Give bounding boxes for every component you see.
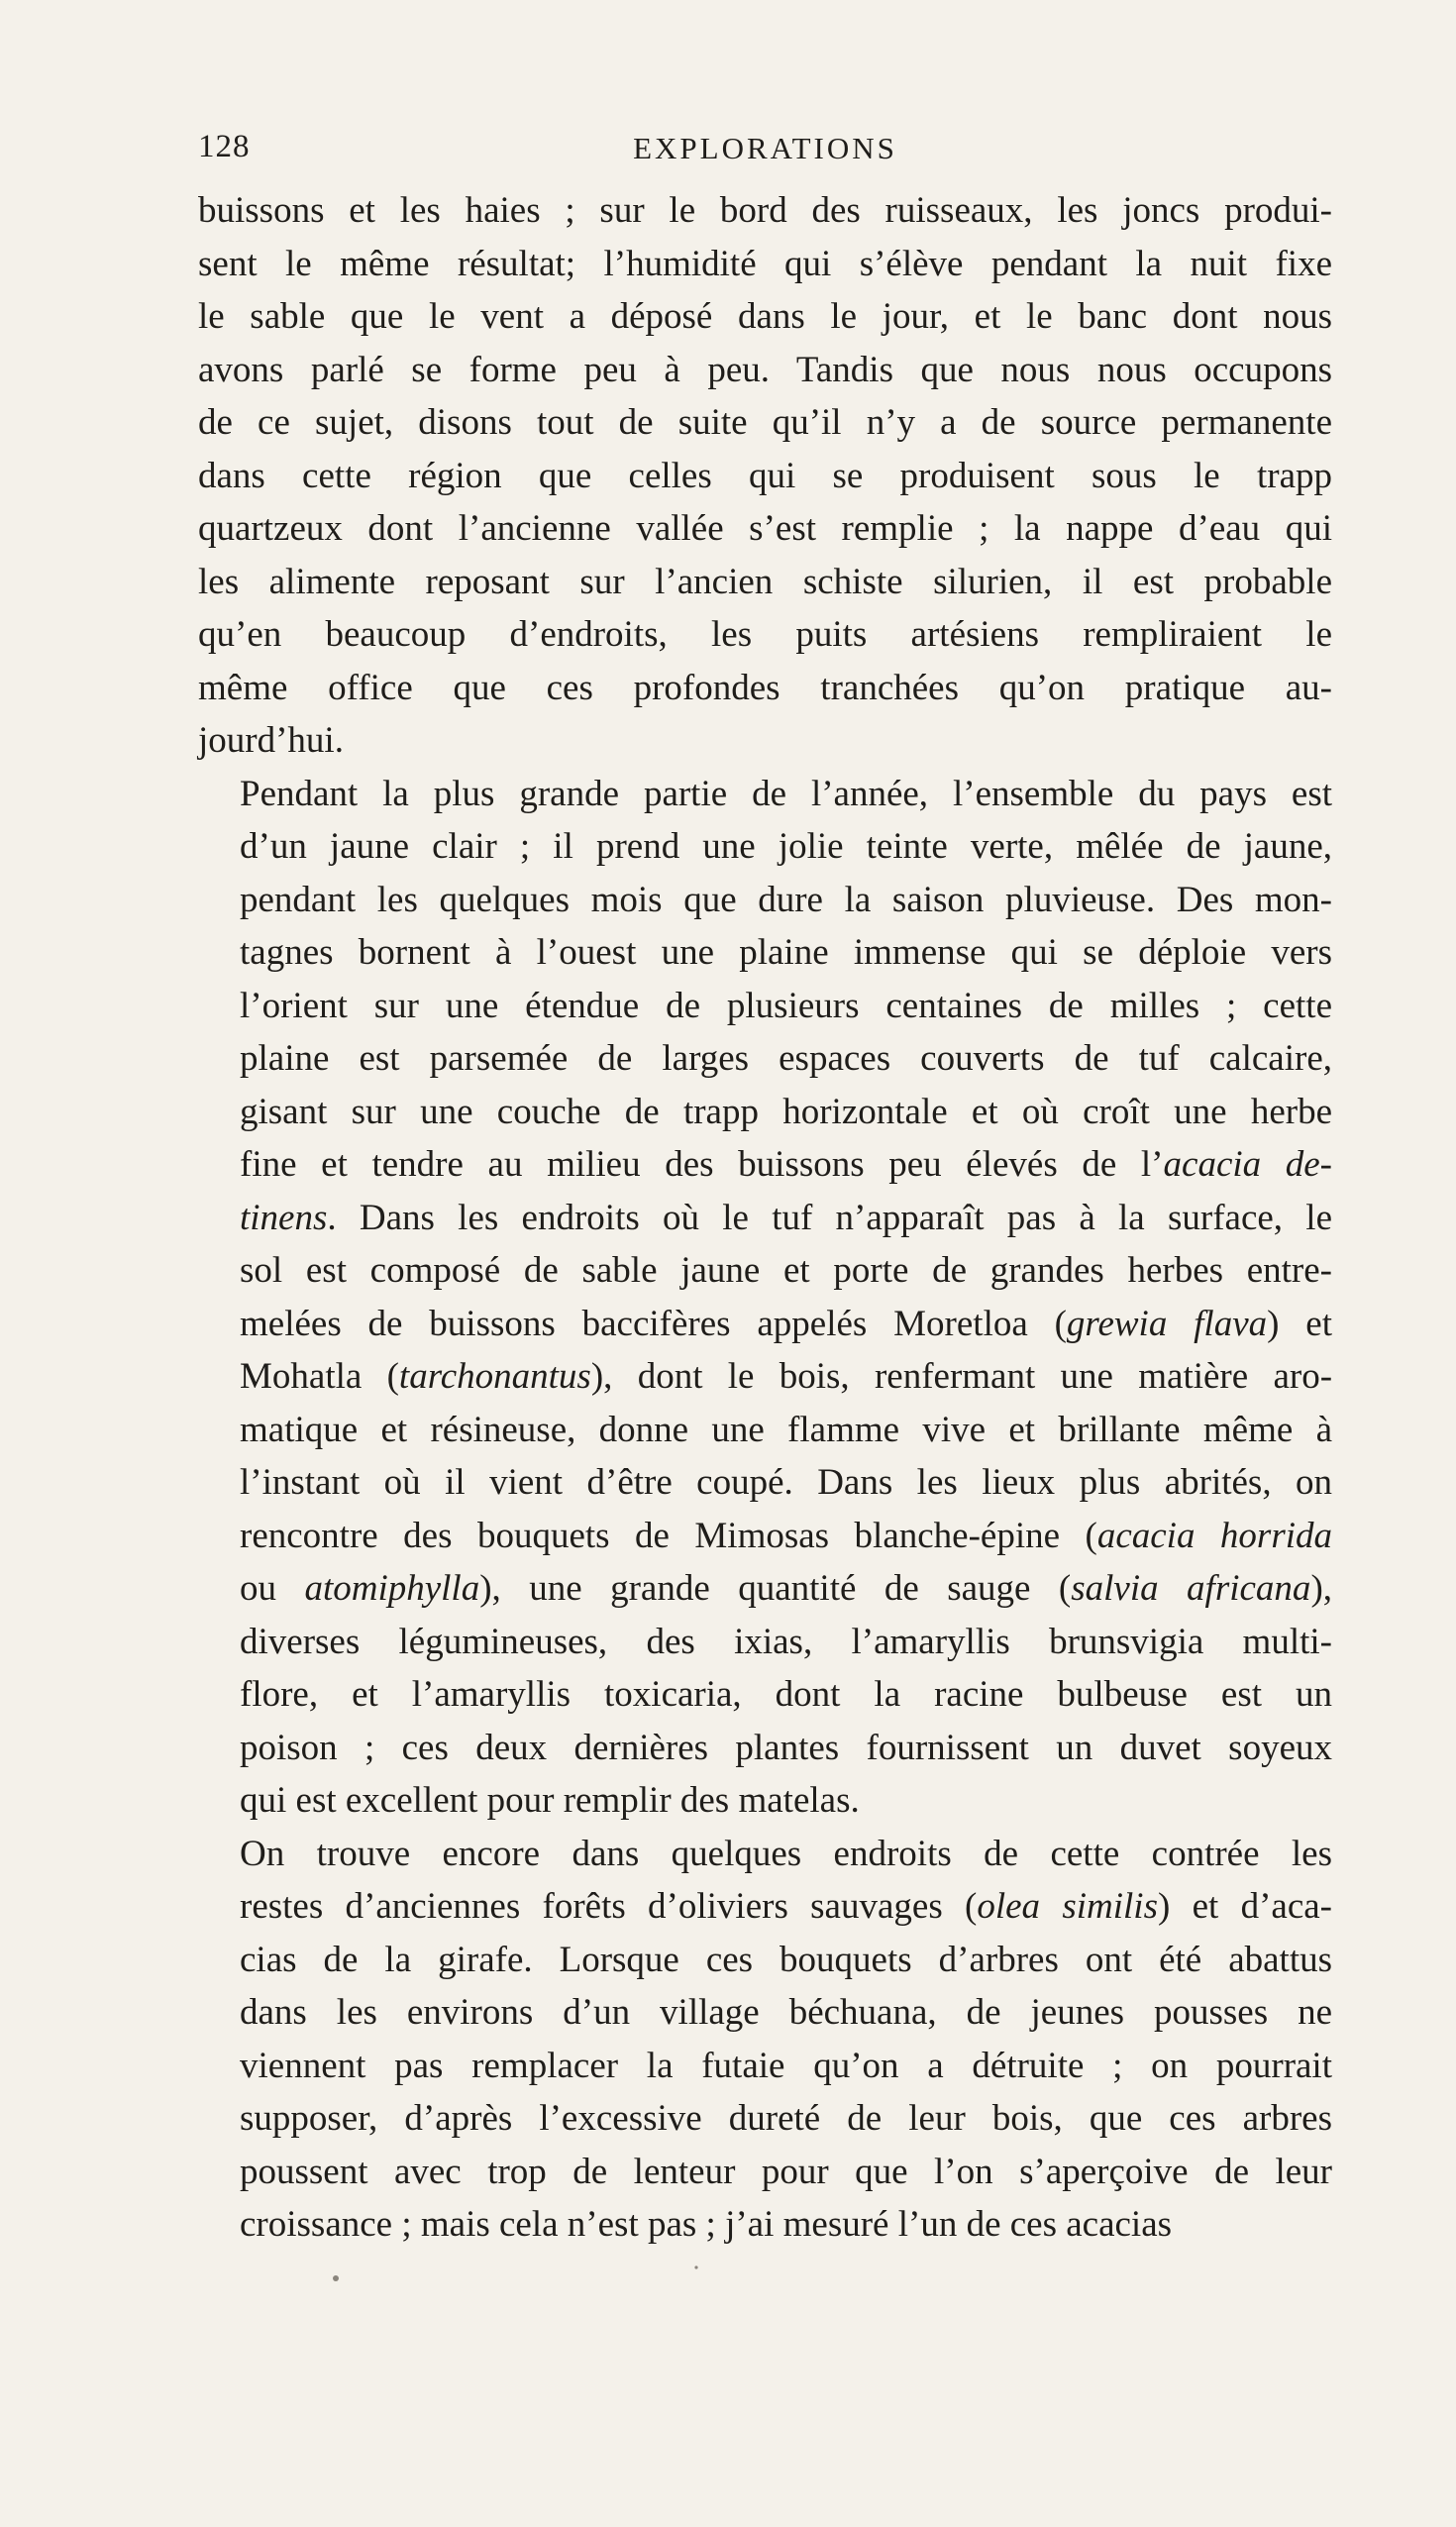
italic-term: salvia africana bbox=[1071, 1568, 1311, 1609]
italic-term: grewia flava bbox=[1066, 1303, 1268, 1344]
text-line bbox=[198, 1298, 1332, 1351]
text-line bbox=[198, 1880, 1332, 1934]
text-line bbox=[198, 1828, 1332, 1881]
line-text: avons parlé se forme peu à peu. Tandis que nous nous occupons bbox=[198, 349, 1332, 390]
text-line bbox=[198, 290, 1332, 344]
line-text: dans cette région que celles qui se produisent sous le trapp bbox=[198, 455, 1332, 496]
text-line bbox=[198, 926, 1332, 980]
italic-term: tarchonantus bbox=[398, 1356, 591, 1397]
line-text: ou bbox=[240, 1568, 305, 1609]
text-line bbox=[198, 1668, 1332, 1722]
line-text: sol est composé de sable jaune et porte de grandes herbes entre- bbox=[240, 1250, 1332, 1291]
text-line bbox=[198, 556, 1332, 609]
line-text: Pendant la plus grande partie de l’année, l’ensemble du pays est bbox=[240, 773, 1332, 814]
text-line bbox=[198, 1456, 1332, 1510]
line-text: viennent pas remplacer la futaie qu’on a détruite ; on pourrait bbox=[240, 2045, 1332, 2086]
text-line bbox=[198, 714, 1332, 768]
line-text: fine et tendre au milieu des buissons peu élevés de l’ bbox=[240, 1144, 1164, 1185]
text-line bbox=[198, 1086, 1332, 1139]
line-text: même office que ces profondes tranchées qu’on pratique au- bbox=[198, 667, 1332, 708]
text-line bbox=[198, 184, 1332, 238]
line-text: l’instant où il vient d’être coupé. Dans les lieux plus abrités, on bbox=[240, 1462, 1332, 1503]
body-text bbox=[198, 184, 1332, 2252]
text-line bbox=[198, 450, 1332, 503]
text-line bbox=[198, 1032, 1332, 1086]
line-text: d’un jaune clair ; il prend une jolie teinte verte, mêlée de jaune, bbox=[240, 826, 1332, 867]
paragraph bbox=[198, 184, 1332, 768]
line-text: ), dont le bois, renfermant une matière aro- bbox=[590, 1356, 1333, 1397]
page-number: 128 bbox=[198, 129, 251, 164]
line-text: buissons et les haies ; sur le bord des ruisseaux, les joncs produi- bbox=[198, 190, 1332, 231]
text-line bbox=[198, 238, 1332, 291]
paper-speck bbox=[333, 2275, 339, 2281]
text-line bbox=[198, 980, 1332, 1033]
text-line bbox=[198, 1774, 1332, 1828]
line-text: pendant les quelques mois que dure la saison pluvieuse. Des mon- bbox=[240, 879, 1332, 920]
italic-term: acacia de- bbox=[1163, 1144, 1333, 1185]
text-line bbox=[198, 344, 1332, 397]
text-line bbox=[198, 608, 1332, 662]
line-text: supposer, d’après l’excessive dureté de leur bois, que ces arbres bbox=[240, 2098, 1332, 2139]
text-line bbox=[198, 1986, 1332, 2040]
paragraph bbox=[198, 1828, 1332, 2252]
line-text: les alimente reposant sur l’ancien schiste silurien, il est probable bbox=[198, 561, 1332, 602]
line-text: plaine est parsemée de larges espaces couverts de tuf calcaire, bbox=[240, 1038, 1332, 1079]
line-text: Mohatla ( bbox=[240, 1356, 399, 1397]
text-line bbox=[198, 820, 1332, 874]
line-text: poussent avec trop de lenteur pour que l’on s’aperçoive de leur bbox=[240, 2151, 1332, 2192]
running-head bbox=[198, 129, 1332, 172]
line-text: cias de la girafe. Lorsque ces bouquets d’arbres ont été abattus bbox=[240, 1939, 1332, 1980]
text-line bbox=[198, 768, 1332, 821]
text-line bbox=[198, 502, 1332, 556]
text-line bbox=[198, 662, 1332, 715]
line-text: l’orient sur une étendue de plusieurs centaines de milles ; cette bbox=[240, 985, 1332, 1026]
text-line bbox=[198, 1722, 1332, 1775]
italic-term: atomiphylla bbox=[304, 1568, 480, 1609]
line-text: matique et résineuse, donne une flamme vive et brillante même à bbox=[240, 1409, 1332, 1450]
text-line bbox=[198, 1192, 1332, 1245]
line-text: restes d’anciennes forêts d’oliviers sauvages ( bbox=[240, 1886, 978, 1927]
line-text: tagnes bornent à l’ouest une plaine immense qui se déploie vers bbox=[240, 932, 1332, 973]
line-text: qu’en beaucoup d’endroits, les puits artésiens rempliraient le bbox=[198, 614, 1332, 655]
text-line bbox=[198, 874, 1332, 927]
text-line bbox=[198, 1138, 1332, 1192]
line-text: le sable que le vent a déposé dans le jour, et le banc dont nous bbox=[198, 296, 1332, 337]
text-line bbox=[198, 1562, 1332, 1616]
text-line bbox=[198, 396, 1332, 450]
line-text: ) et bbox=[1267, 1303, 1332, 1344]
text-line bbox=[198, 1350, 1332, 1404]
line-text: diverses légumineuses, des ixias, l’amaryllis brunsvigia multi- bbox=[240, 1621, 1332, 1662]
italic-term: olea similis bbox=[977, 1886, 1158, 1927]
italic-term: tinens bbox=[240, 1197, 328, 1238]
line-text: croissance ; mais cela n’est pas ; j’ai mesuré l’un de ces acacias bbox=[240, 2204, 1173, 2245]
line-text: dans les environs d’un village béchuana, de jeunes pousses ne bbox=[240, 1992, 1332, 2033]
line-text: gisant sur une couche de trapp horizontale et où croît une herbe bbox=[240, 1091, 1332, 1132]
line-text: . Dans les endroits où le tuf n’apparaît pas à la surface, le bbox=[327, 1197, 1332, 1238]
line-text: On trouve encore dans quelques endroits de cette contrée les bbox=[240, 1833, 1332, 1874]
text-line bbox=[198, 2040, 1332, 2093]
text-line bbox=[198, 1404, 1332, 1457]
text-line bbox=[198, 2092, 1332, 2146]
paper-speck bbox=[694, 2265, 697, 2268]
running-title: EXPLORATIONS bbox=[633, 131, 897, 165]
line-text: jourd’hui. bbox=[198, 720, 344, 761]
line-text: rencontre des bouquets de Mimosas blanche-épine ( bbox=[240, 1515, 1097, 1556]
text-line bbox=[198, 1934, 1332, 1987]
text-line bbox=[198, 1244, 1332, 1298]
line-text: de ce sujet, disons tout de suite qu’il n’y a de source permanente bbox=[198, 402, 1332, 443]
line-text: ) et d’aca- bbox=[1157, 1886, 1333, 1927]
line-text: sent le même résultat; l’humidité qui s’élève pendant la nuit fixe bbox=[198, 243, 1332, 284]
line-text: poison ; ces deux dernières plantes fournissent un duvet soyeux bbox=[240, 1727, 1332, 1768]
line-text: flore, et l’amaryllis toxicaria, dont la racine bulbeuse est un bbox=[240, 1674, 1332, 1715]
text-line bbox=[198, 2198, 1332, 2252]
line-text: ), une grande quantité de sauge ( bbox=[479, 1568, 1072, 1609]
line-text: quartzeux dont l’ancienne vallée s’est remplie ; la nappe d’eau qui bbox=[198, 508, 1332, 549]
text-line bbox=[198, 1616, 1332, 1669]
line-text: ), bbox=[1310, 1568, 1333, 1609]
italic-term: acacia horrida bbox=[1096, 1515, 1332, 1556]
line-text: qui est excellent pour remplir des matelas. bbox=[240, 1780, 860, 1821]
text-line bbox=[198, 1510, 1332, 1563]
paragraph bbox=[198, 768, 1332, 1828]
text-line bbox=[198, 2146, 1332, 2199]
line-text: melées de buissons baccifères appelés Moretloa ( bbox=[240, 1303, 1067, 1344]
